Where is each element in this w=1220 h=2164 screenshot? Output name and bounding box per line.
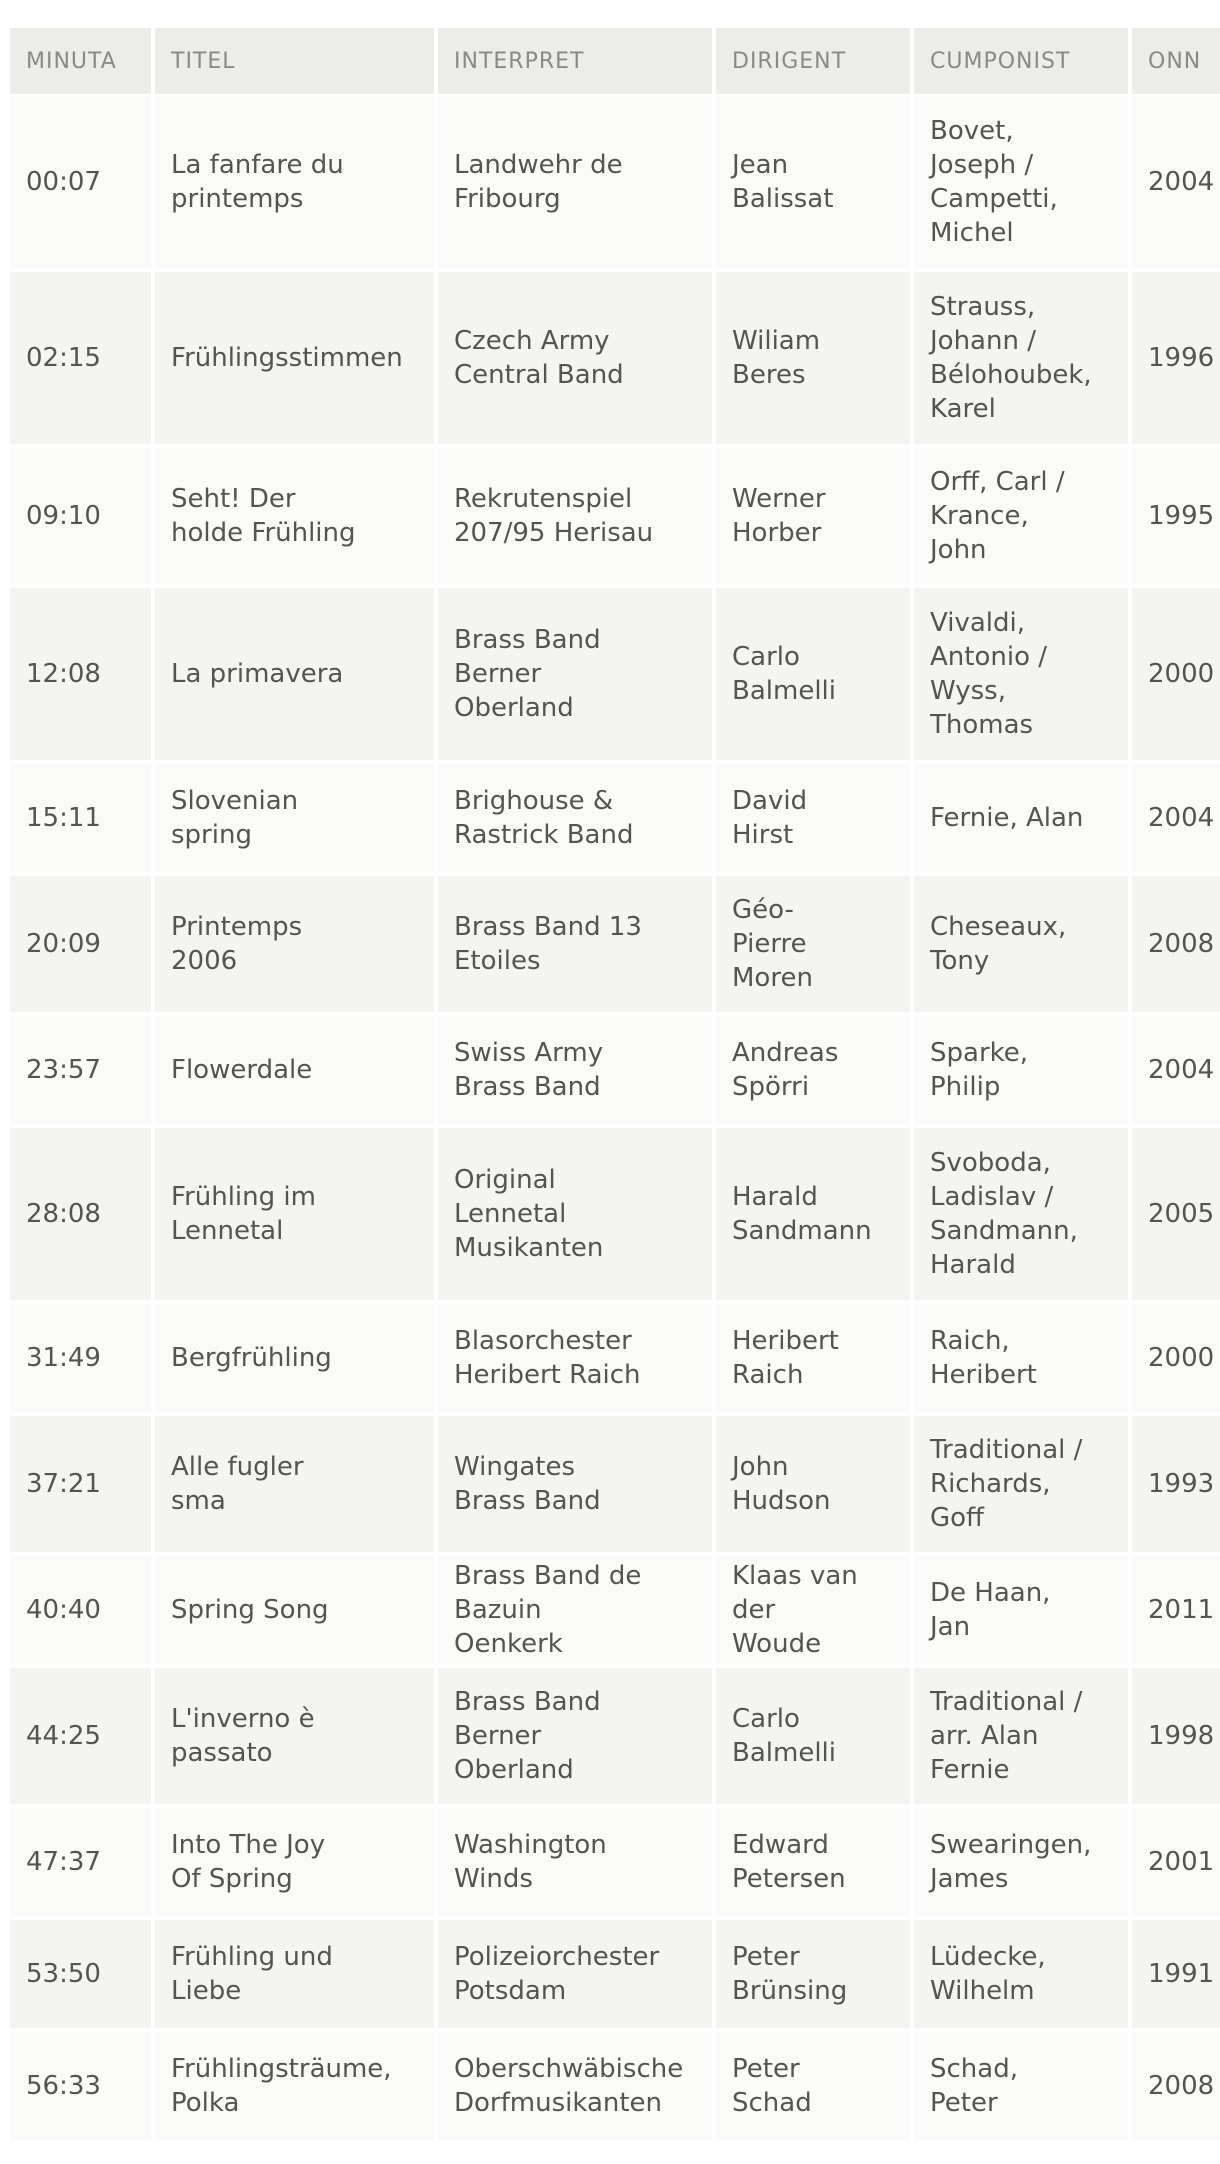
cell-titel xyxy=(155,1808,434,1920)
minuta-text: 15:11 xyxy=(26,803,101,833)
dirigent-text: John Hudson xyxy=(732,1452,831,1516)
cell-minuta xyxy=(10,764,151,876)
dirigent-text: Peter Schad xyxy=(732,2054,812,2118)
dirigent-text: Andreas Spörri xyxy=(732,1038,839,1102)
cell-onn xyxy=(1132,96,1220,272)
titel-text: Flowerdale xyxy=(171,1055,313,1085)
cell-minuta xyxy=(10,2032,151,2144)
cell-dirigent xyxy=(716,448,910,588)
dirigent-text: Géo-Pierre Moren xyxy=(732,895,813,993)
interpret-text: Oberschwäbische Dorfmusikanten xyxy=(454,2054,684,2118)
cell-onn xyxy=(1132,448,1220,588)
interpret-text: Landwehr de Fribourg xyxy=(454,150,623,214)
cell-titel xyxy=(155,1304,434,1416)
cell-dirigent xyxy=(716,96,910,272)
interpret-text: Brass Band 13 Etoiles xyxy=(454,912,642,976)
cell-minuta xyxy=(10,448,151,588)
titel-text: Frühling im Lennetal xyxy=(171,1182,316,1246)
cumponist-text: Traditional / Richards, Goff xyxy=(930,1435,1083,1533)
dirigent-text: Werner Horber xyxy=(732,484,826,548)
cell-minuta xyxy=(10,1304,151,1416)
table-row xyxy=(10,1016,1220,1128)
cell-minuta xyxy=(10,1556,151,1668)
onn-text: 1993 xyxy=(1148,1469,1215,1499)
cell-onn xyxy=(1132,1016,1220,1128)
titel-text: Spring Song xyxy=(171,1595,329,1625)
table-row xyxy=(10,1556,1220,1668)
cell-dirigent xyxy=(716,1016,910,1128)
cell-cumponist xyxy=(914,1920,1128,2032)
minuta-text: 31:49 xyxy=(26,1343,101,1373)
cell-titel xyxy=(155,272,434,448)
cell-cumponist xyxy=(914,96,1128,272)
cell-minuta xyxy=(10,96,151,272)
cell-interpret xyxy=(438,1304,712,1416)
cell-titel xyxy=(155,1556,434,1668)
minuta-text: 40:40 xyxy=(26,1595,101,1625)
cell-onn xyxy=(1132,1416,1220,1556)
interpret-text: Swiss Army Brass Band xyxy=(454,1038,604,1102)
onn-text: 2005 xyxy=(1148,1199,1215,1229)
cell-onn xyxy=(1132,1808,1220,1920)
table-row xyxy=(10,1668,1220,1808)
cell-cumponist xyxy=(914,1016,1128,1128)
cell-titel xyxy=(155,96,434,272)
minuta-text: 20:09 xyxy=(26,929,101,959)
cumponist-text: Fernie, Alan xyxy=(930,803,1084,833)
cumponist-text: Vivaldi, Antonio / Wyss, Thomas xyxy=(930,608,1047,740)
cell-cumponist xyxy=(914,876,1128,1016)
titel-text: Seht! Der holde Frühling xyxy=(171,484,356,548)
cell-interpret xyxy=(438,764,712,876)
cell-onn xyxy=(1132,876,1220,1016)
cell-cumponist xyxy=(914,1416,1128,1556)
dirigent-text: Jean Balissat xyxy=(732,150,834,214)
interpret-text: Washington Winds xyxy=(454,1830,607,1894)
table-row xyxy=(10,588,1220,764)
cell-cumponist xyxy=(914,1304,1128,1416)
cell-onn xyxy=(1132,1920,1220,2032)
onn-text: 2000 xyxy=(1148,659,1215,689)
table-row xyxy=(10,1416,1220,1556)
header-minuta: MINUTA xyxy=(10,28,151,96)
cell-cumponist xyxy=(914,1668,1128,1808)
playlist-table-container xyxy=(10,28,1220,2144)
onn-text: 2004 xyxy=(1148,803,1215,833)
interpret-text: Polizeiorchester Potsdam xyxy=(454,1942,660,2006)
dirigent-text: Heribert Raich xyxy=(732,1326,839,1390)
cell-minuta xyxy=(10,1668,151,1808)
playlist-table xyxy=(10,28,1220,2144)
cell-titel xyxy=(155,588,434,764)
cell-titel xyxy=(155,1668,434,1808)
cell-titel xyxy=(155,1016,434,1128)
header-dirigent: DIRIGENT xyxy=(716,28,910,96)
cell-titel xyxy=(155,1128,434,1304)
cell-interpret xyxy=(438,1668,712,1808)
cell-onn xyxy=(1132,272,1220,448)
cell-titel xyxy=(155,1416,434,1556)
cell-minuta xyxy=(10,1920,151,2032)
dirigent-text: Harald Sandmann xyxy=(732,1182,872,1246)
cell-onn xyxy=(1132,1556,1220,1668)
cell-cumponist xyxy=(914,2032,1128,2144)
cumponist-text: Raich, Heribert xyxy=(930,1326,1037,1390)
cell-minuta xyxy=(10,272,151,448)
cell-minuta xyxy=(10,1808,151,1920)
minuta-text: 23:57 xyxy=(26,1055,101,1085)
minuta-text: 09:10 xyxy=(26,501,101,531)
cell-onn xyxy=(1132,2032,1220,2144)
onn-text: 2004 xyxy=(1148,1055,1215,1085)
cell-titel xyxy=(155,764,434,876)
cell-cumponist xyxy=(914,1808,1128,1920)
interpret-text: Wingates Brass Band xyxy=(454,1452,601,1516)
onn-text: 1995 xyxy=(1148,501,1215,531)
cell-cumponist xyxy=(914,588,1128,764)
table-row xyxy=(10,1304,1220,1416)
cell-interpret xyxy=(438,588,712,764)
cell-interpret xyxy=(438,448,712,588)
table-row xyxy=(10,1128,1220,1304)
interpret-text: Blasorchester Heribert Raich xyxy=(454,1326,641,1390)
cumponist-text: Svoboda, Ladislav / Sandmann, Harald xyxy=(930,1148,1078,1280)
cell-dirigent xyxy=(716,1920,910,2032)
titel-text: Printemps 2006 xyxy=(171,912,303,976)
onn-text: 1996 xyxy=(1148,343,1215,373)
cell-minuta xyxy=(10,588,151,764)
onn-text: 2011 xyxy=(1148,1595,1215,1625)
minuta-text: 00:07 xyxy=(26,167,101,197)
cumponist-text: Lüdecke, Wilhelm xyxy=(930,1942,1046,2006)
header-interpret: INTERPRET xyxy=(438,28,712,96)
cell-onn xyxy=(1132,1128,1220,1304)
cell-interpret xyxy=(438,1808,712,1920)
interpret-text: Rekrutenspiel 207/95 Herisau xyxy=(454,484,654,548)
table-row xyxy=(10,1808,1220,1920)
cell-interpret xyxy=(438,2032,712,2144)
cell-titel xyxy=(155,2032,434,2144)
dirigent-text: David Hirst xyxy=(732,786,808,850)
titel-text: L'inverno è passato xyxy=(171,1704,315,1768)
titel-text: Into The Joy Of Spring xyxy=(171,1830,326,1894)
interpret-text: Brass Band Berner Oberland xyxy=(454,625,601,723)
cell-onn xyxy=(1132,588,1220,764)
cell-cumponist xyxy=(914,272,1128,448)
cell-dirigent xyxy=(716,1668,910,1808)
cell-interpret xyxy=(438,1016,712,1128)
titel-text: Alle fugler sma xyxy=(171,1452,304,1516)
titel-text: La primavera xyxy=(171,659,344,689)
interpret-text: Original Lennetal Musikanten xyxy=(454,1165,604,1263)
minuta-text: 37:21 xyxy=(26,1469,101,1499)
table-header-row xyxy=(10,28,1220,96)
cell-interpret xyxy=(438,1920,712,2032)
cell-titel xyxy=(155,876,434,1016)
titel-text: Frühlingsträume, Polka xyxy=(171,2054,392,2118)
cell-dirigent xyxy=(716,2032,910,2144)
minuta-text: 12:08 xyxy=(26,659,101,689)
onn-text: 2004 xyxy=(1148,167,1215,197)
dirigent-text: Peter Brünsing xyxy=(732,1942,848,2006)
minuta-text: 56:33 xyxy=(26,2071,101,2101)
minuta-text: 28:08 xyxy=(26,1199,101,1229)
header-titel: TITEL xyxy=(155,28,434,96)
cell-interpret xyxy=(438,96,712,272)
onn-text: 1998 xyxy=(1148,1721,1215,1751)
table-row xyxy=(10,96,1220,272)
cumponist-text: Bovet, Joseph / Campetti, Michel xyxy=(930,116,1058,248)
cell-cumponist xyxy=(914,1556,1128,1668)
cell-titel xyxy=(155,1920,434,2032)
cumponist-text: De Haan, Jan xyxy=(930,1578,1051,1642)
cumponist-text: Orff, Carl / Krance, John xyxy=(930,467,1065,565)
header-cumponist: CUMPONIST xyxy=(914,28,1128,96)
cell-dirigent xyxy=(716,876,910,1016)
dirigent-text: Edward Petersen xyxy=(732,1830,846,1894)
cell-cumponist xyxy=(914,1128,1128,1304)
table-row xyxy=(10,2032,1220,2144)
cell-dirigent xyxy=(716,764,910,876)
onn-text: 2000 xyxy=(1148,1343,1215,1373)
onn-text: 2008 xyxy=(1148,2071,1215,2101)
titel-text: Slovenian spring xyxy=(171,786,299,850)
cell-cumponist xyxy=(914,448,1128,588)
cumponist-text: Sparke, Philip xyxy=(930,1038,1029,1102)
onn-text: 1991 xyxy=(1148,1959,1215,1989)
cumponist-text: Swearingen, James xyxy=(930,1830,1092,1894)
titel-text: Frühling und Liebe xyxy=(171,1942,333,2006)
dirigent-text: Wiliam Beres xyxy=(732,326,821,390)
interpret-text: Brass Band de Bazuin Oenkerk xyxy=(454,1561,642,1659)
cell-titel xyxy=(155,448,434,588)
cell-cumponist xyxy=(914,764,1128,876)
cell-minuta xyxy=(10,1128,151,1304)
cell-dirigent xyxy=(716,1128,910,1304)
interpret-text: Brighouse & Rastrick Band xyxy=(454,786,634,850)
cumponist-text: Traditional / arr. Alan Fernie xyxy=(930,1687,1083,1785)
header-onn: ONN xyxy=(1132,28,1220,96)
cumponist-text: Schad, Peter xyxy=(930,2054,1018,2118)
dirigent-text: Carlo Balmelli xyxy=(732,1704,836,1768)
cell-interpret xyxy=(438,272,712,448)
cell-interpret xyxy=(438,1416,712,1556)
table-row xyxy=(10,764,1220,876)
cell-minuta xyxy=(10,1416,151,1556)
onn-text: 2001 xyxy=(1148,1847,1215,1877)
cell-interpret xyxy=(438,1556,712,1668)
minuta-text: 02:15 xyxy=(26,343,101,373)
table-row xyxy=(10,1920,1220,2032)
cell-interpret xyxy=(438,1128,712,1304)
cell-dirigent xyxy=(716,1416,910,1556)
onn-text: 2008 xyxy=(1148,929,1215,959)
dirigent-text: Klaas van der Woude xyxy=(732,1561,858,1659)
cell-onn xyxy=(1132,1668,1220,1808)
titel-text: Frühlingsstimmen xyxy=(171,343,403,373)
cumponist-text: Strauss, Johann / Bélohoubek, Karel xyxy=(930,292,1092,424)
titel-text: La fanfare du printemps xyxy=(171,150,344,214)
cell-dirigent xyxy=(716,272,910,448)
cell-dirigent xyxy=(716,1556,910,1668)
minuta-text: 53:50 xyxy=(26,1959,101,1989)
cell-dirigent xyxy=(716,1304,910,1416)
interpret-text: Czech Army Central Band xyxy=(454,326,624,390)
interpret-text: Brass Band Berner Oberland xyxy=(454,1687,601,1785)
dirigent-text: Carlo Balmelli xyxy=(732,642,836,706)
minuta-text: 44:25 xyxy=(26,1721,101,1751)
cumponist-text: Cheseaux, Tony xyxy=(930,912,1067,976)
cell-minuta xyxy=(10,1016,151,1128)
table-row xyxy=(10,272,1220,448)
cell-minuta xyxy=(10,876,151,1016)
cell-dirigent xyxy=(716,1808,910,1920)
titel-text: Bergfrühling xyxy=(171,1343,332,1373)
cell-onn xyxy=(1132,1304,1220,1416)
table-row xyxy=(10,876,1220,1016)
cell-onn xyxy=(1132,764,1220,876)
cell-dirigent xyxy=(716,588,910,764)
minuta-text: 47:37 xyxy=(26,1847,101,1877)
table-row xyxy=(10,448,1220,588)
cell-interpret xyxy=(438,876,712,1016)
